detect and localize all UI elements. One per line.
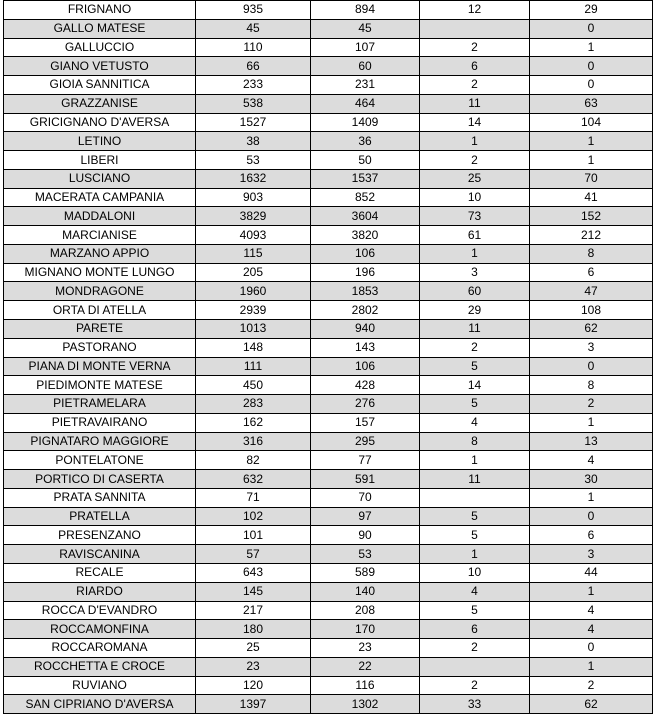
cell-value-3: 10 — [420, 563, 530, 582]
cell-value-2: 589 — [311, 563, 420, 582]
cell-value-2: 60 — [311, 57, 420, 76]
table-row — [4, 169, 653, 188]
cell-value-4: 44 — [530, 563, 653, 582]
cell-comune: PIETRAVAIRANO — [4, 413, 196, 432]
cell-comune: PARETE — [4, 320, 196, 339]
table-row — [4, 413, 653, 432]
cell-value-2: 107 — [311, 38, 420, 57]
cell-value-4: 1 — [530, 132, 653, 151]
cell-comune: PIANA DI MONTE VERNA — [4, 357, 196, 376]
table-row — [4, 639, 653, 658]
table-row — [4, 695, 653, 714]
cell-value-4: 0 — [530, 57, 653, 76]
cell-value-1: 4093 — [196, 226, 311, 245]
cell-value-2: 140 — [311, 582, 420, 601]
table-row — [4, 563, 653, 582]
table-row — [4, 282, 653, 301]
cell-value-1: 2939 — [196, 301, 311, 320]
cell-comune: PIETRAMELARA — [4, 395, 196, 414]
cell-value-1: 1632 — [196, 169, 311, 188]
table-body — [4, 1, 653, 714]
table-row — [4, 1, 653, 20]
cell-comune: MACERATA CAMPANIA — [4, 188, 196, 207]
cell-value-2: 23 — [311, 639, 420, 658]
cell-value-1: 1397 — [196, 695, 311, 714]
cell-comune: LUSCIANO — [4, 169, 196, 188]
cell-value-1: 450 — [196, 376, 311, 395]
cell-value-3: 1 — [420, 451, 530, 470]
cell-value-4: 47 — [530, 282, 653, 301]
table-row — [4, 19, 653, 38]
cell-value-1: 148 — [196, 338, 311, 357]
cell-value-3: 8 — [420, 432, 530, 451]
cell-value-4: 0 — [530, 357, 653, 376]
cell-value-4: 1 — [530, 151, 653, 170]
cell-value-3: 1 — [420, 244, 530, 263]
cell-value-3: 2 — [420, 676, 530, 695]
cell-comune: MIGNANO MONTE LUNGO — [4, 263, 196, 282]
cell-comune: GIANO VETUSTO — [4, 57, 196, 76]
cell-value-3 — [420, 657, 530, 676]
cell-value-4: 3 — [530, 545, 653, 564]
cell-comune: PRESENZANO — [4, 526, 196, 545]
cell-comune: RECALE — [4, 563, 196, 582]
cell-comune: RUVIANO — [4, 676, 196, 695]
cell-comune: PONTELATONE — [4, 451, 196, 470]
table-row — [4, 376, 653, 395]
cell-value-2: 90 — [311, 526, 420, 545]
cell-comune: RIARDO — [4, 582, 196, 601]
table-row — [4, 451, 653, 470]
cell-value-3: 14 — [420, 376, 530, 395]
cell-value-2: 170 — [311, 620, 420, 639]
cell-value-1: 45 — [196, 19, 311, 38]
cell-value-3 — [420, 488, 530, 507]
cell-value-3: 2 — [420, 76, 530, 95]
cell-value-2: 106 — [311, 244, 420, 263]
cell-value-3: 1 — [420, 132, 530, 151]
cell-comune: GIOIA SANNITICA — [4, 76, 196, 95]
cell-value-4: 1 — [530, 488, 653, 507]
cell-value-1: 1013 — [196, 320, 311, 339]
cell-value-2: 940 — [311, 320, 420, 339]
cell-value-2: 196 — [311, 263, 420, 282]
cell-value-2: 143 — [311, 338, 420, 357]
cell-value-3: 73 — [420, 207, 530, 226]
table-row — [4, 320, 653, 339]
table-row — [4, 676, 653, 695]
cell-value-2: 70 — [311, 488, 420, 507]
table-row — [4, 582, 653, 601]
cell-value-3: 14 — [420, 113, 530, 132]
table-row — [4, 470, 653, 489]
cell-value-3: 5 — [420, 526, 530, 545]
cell-value-2: 22 — [311, 657, 420, 676]
table-row — [4, 244, 653, 263]
cell-value-3: 2 — [420, 151, 530, 170]
cell-value-4: 13 — [530, 432, 653, 451]
cell-value-3 — [420, 19, 530, 38]
cell-value-1: 1960 — [196, 282, 311, 301]
cell-value-4: 0 — [530, 76, 653, 95]
table-row — [4, 545, 653, 564]
cell-value-1: 632 — [196, 470, 311, 489]
cell-value-1: 57 — [196, 545, 311, 564]
cell-value-4: 152 — [530, 207, 653, 226]
table-row — [4, 263, 653, 282]
cell-comune: ORTA DI ATELLA — [4, 301, 196, 320]
cell-value-1: 217 — [196, 601, 311, 620]
cell-value-4: 1 — [530, 413, 653, 432]
cell-value-3: 11 — [420, 470, 530, 489]
cell-value-1: 180 — [196, 620, 311, 639]
table-row — [4, 76, 653, 95]
cell-value-3: 2 — [420, 639, 530, 658]
cell-comune: MONDRAGONE — [4, 282, 196, 301]
cell-value-3: 1 — [420, 545, 530, 564]
cell-value-2: 1409 — [311, 113, 420, 132]
table-row — [4, 301, 653, 320]
cell-value-3: 6 — [420, 57, 530, 76]
cell-comune: LETINO — [4, 132, 196, 151]
cell-value-4: 29 — [530, 1, 653, 20]
cell-value-4: 104 — [530, 113, 653, 132]
cell-value-4: 212 — [530, 226, 653, 245]
cell-value-2: 464 — [311, 94, 420, 113]
cell-comune: PIGNATARO MAGGIORE — [4, 432, 196, 451]
data-table — [3, 0, 653, 714]
cell-value-1: 120 — [196, 676, 311, 695]
cell-value-1: 283 — [196, 395, 311, 414]
cell-value-4: 62 — [530, 695, 653, 714]
cell-value-1: 903 — [196, 188, 311, 207]
cell-comune: ROCCAMONFINA — [4, 620, 196, 639]
cell-comune: MADDALONI — [4, 207, 196, 226]
cell-value-3: 5 — [420, 601, 530, 620]
table-row — [4, 113, 653, 132]
cell-comune: PRATA SANNITA — [4, 488, 196, 507]
cell-value-2: 53 — [311, 545, 420, 564]
table-row — [4, 488, 653, 507]
cell-value-2: 591 — [311, 470, 420, 489]
cell-comune: PASTORANO — [4, 338, 196, 357]
table-row — [4, 620, 653, 639]
cell-comune: LIBERI — [4, 151, 196, 170]
cell-comune: ROCCA D'EVANDRO — [4, 601, 196, 620]
cell-value-1: 3829 — [196, 207, 311, 226]
cell-value-4: 2 — [530, 676, 653, 695]
table-row — [4, 657, 653, 676]
cell-value-3: 11 — [420, 320, 530, 339]
cell-value-2: 1302 — [311, 695, 420, 714]
cell-comune: MARCIANISE — [4, 226, 196, 245]
cell-comune: ROCCHETTA E CROCE — [4, 657, 196, 676]
cell-comune: PRATELLA — [4, 507, 196, 526]
cell-value-2: 428 — [311, 376, 420, 395]
cell-value-4: 70 — [530, 169, 653, 188]
cell-comune: MARZANO APPIO — [4, 244, 196, 263]
cell-comune: GRICIGNANO D'AVERSA — [4, 113, 196, 132]
cell-value-2: 208 — [311, 601, 420, 620]
cell-value-3: 60 — [420, 282, 530, 301]
cell-value-4: 6 — [530, 526, 653, 545]
cell-value-1: 23 — [196, 657, 311, 676]
cell-value-4: 1 — [530, 657, 653, 676]
cell-comune: PORTICO DI CASERTA — [4, 470, 196, 489]
cell-value-2: 36 — [311, 132, 420, 151]
cell-value-2: 3604 — [311, 207, 420, 226]
cell-value-3: 33 — [420, 695, 530, 714]
cell-comune: PIEDIMONTE MATESE — [4, 376, 196, 395]
cell-value-3: 11 — [420, 94, 530, 113]
cell-value-4: 3 — [530, 338, 653, 357]
cell-value-4: 6 — [530, 263, 653, 282]
cell-value-1: 66 — [196, 57, 311, 76]
cell-value-3: 29 — [420, 301, 530, 320]
cell-value-1: 71 — [196, 488, 311, 507]
cell-value-1: 102 — [196, 507, 311, 526]
table-row — [4, 57, 653, 76]
cell-value-2: 3820 — [311, 226, 420, 245]
cell-value-1: 25 — [196, 639, 311, 658]
cell-value-1: 111 — [196, 357, 311, 376]
cell-value-4: 0 — [530, 507, 653, 526]
cell-value-1: 53 — [196, 151, 311, 170]
cell-comune: GALLUCCIO — [4, 38, 196, 57]
cell-value-1: 101 — [196, 526, 311, 545]
table-row — [4, 601, 653, 620]
cell-value-2: 852 — [311, 188, 420, 207]
cell-value-1: 162 — [196, 413, 311, 432]
cell-value-2: 157 — [311, 413, 420, 432]
cell-value-4: 1 — [530, 38, 653, 57]
cell-value-3: 5 — [420, 507, 530, 526]
table-row — [4, 507, 653, 526]
cell-value-4: 8 — [530, 376, 653, 395]
cell-value-4: 4 — [530, 601, 653, 620]
cell-value-1: 935 — [196, 1, 311, 20]
cell-value-3: 3 — [420, 263, 530, 282]
cell-value-4: 0 — [530, 19, 653, 38]
table-row — [4, 151, 653, 170]
cell-value-2: 45 — [311, 19, 420, 38]
table-row — [4, 338, 653, 357]
cell-value-1: 538 — [196, 94, 311, 113]
table-row — [4, 526, 653, 545]
cell-value-1: 110 — [196, 38, 311, 57]
cell-value-3: 25 — [420, 169, 530, 188]
cell-value-4: 108 — [530, 301, 653, 320]
cell-value-4: 4 — [530, 620, 653, 639]
table-row — [4, 395, 653, 414]
cell-value-2: 116 — [311, 676, 420, 695]
table-row — [4, 357, 653, 376]
table-row — [4, 226, 653, 245]
cell-comune: ROCCAROMANA — [4, 639, 196, 658]
cell-value-2: 77 — [311, 451, 420, 470]
table-row — [4, 38, 653, 57]
cell-value-1: 316 — [196, 432, 311, 451]
cell-value-2: 276 — [311, 395, 420, 414]
cell-value-2: 106 — [311, 357, 420, 376]
cell-comune: RAVISCANINA — [4, 545, 196, 564]
cell-value-1: 205 — [196, 263, 311, 282]
cell-value-2: 295 — [311, 432, 420, 451]
cell-value-1: 115 — [196, 244, 311, 263]
cell-value-4: 30 — [530, 470, 653, 489]
cell-value-3: 61 — [420, 226, 530, 245]
cell-value-3: 5 — [420, 395, 530, 414]
cell-value-3: 2 — [420, 38, 530, 57]
cell-value-2: 97 — [311, 507, 420, 526]
cell-value-1: 145 — [196, 582, 311, 601]
table-row — [4, 132, 653, 151]
cell-value-4: 0 — [530, 639, 653, 658]
cell-value-3: 10 — [420, 188, 530, 207]
cell-value-2: 1537 — [311, 169, 420, 188]
cell-value-3: 5 — [420, 357, 530, 376]
table-row — [4, 94, 653, 113]
table-row — [4, 432, 653, 451]
cell-value-3: 2 — [420, 338, 530, 357]
cell-comune: GRAZZANISE — [4, 94, 196, 113]
cell-value-4: 8 — [530, 244, 653, 263]
cell-value-3: 4 — [420, 413, 530, 432]
cell-value-1: 643 — [196, 563, 311, 582]
cell-comune: FRIGNANO — [4, 1, 196, 20]
table-row — [4, 207, 653, 226]
cell-value-4: 63 — [530, 94, 653, 113]
cell-value-2: 231 — [311, 76, 420, 95]
cell-value-4: 2 — [530, 395, 653, 414]
cell-value-4: 1 — [530, 582, 653, 601]
cell-value-2: 894 — [311, 1, 420, 20]
cell-value-4: 4 — [530, 451, 653, 470]
cell-comune: GALLO MATESE — [4, 19, 196, 38]
cell-value-3: 12 — [420, 1, 530, 20]
cell-value-2: 1853 — [311, 282, 420, 301]
cell-value-1: 1527 — [196, 113, 311, 132]
cell-value-3: 4 — [420, 582, 530, 601]
cell-value-2: 2802 — [311, 301, 420, 320]
cell-value-1: 82 — [196, 451, 311, 470]
cell-value-1: 38 — [196, 132, 311, 151]
cell-value-4: 41 — [530, 188, 653, 207]
cell-value-4: 62 — [530, 320, 653, 339]
cell-value-1: 233 — [196, 76, 311, 95]
cell-value-2: 50 — [311, 151, 420, 170]
cell-value-3: 6 — [420, 620, 530, 639]
table-row — [4, 188, 653, 207]
cell-comune: SAN CIPRIANO D'AVERSA — [4, 695, 196, 714]
